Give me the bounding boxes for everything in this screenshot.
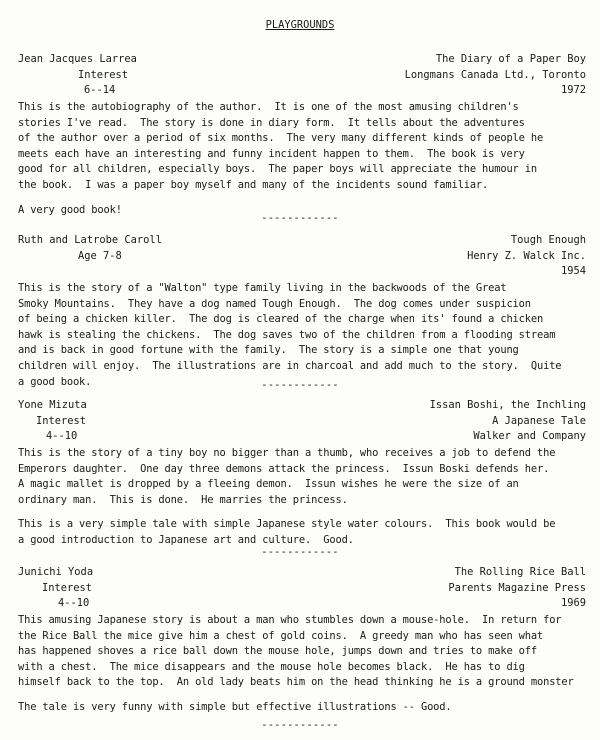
paragraph-line: the book. I was a paper boy myself and many of the incidents sound familiar. — [18, 178, 489, 191]
publisher: Parents Magazine Press — [448, 581, 586, 594]
paragraph-line: This is the story of a "Walton" type family living in the backwoods of the Great — [18, 282, 507, 294]
review-author-block — [18, 565, 278, 612]
review-author-block — [18, 233, 278, 264]
review-paragraph — [18, 100, 586, 194]
interest-label: Interest — [36, 414, 87, 427]
review-author-block — [18, 52, 278, 99]
publisher: Longmans Canada Ltd., Toronto — [404, 68, 586, 81]
review-book-block — [286, 398, 586, 445]
age-range: 4--10 — [58, 597, 90, 610]
book-title: Tough Enough — [510, 234, 586, 246]
section-divider: ------------ — [261, 212, 339, 224]
section-divider: ------------ — [261, 719, 339, 731]
interest-label: Interest — [42, 581, 93, 594]
book-title: The Rolling Rice Ball — [454, 566, 586, 578]
book-title: Issan Boshi, the Inchling — [429, 399, 586, 411]
age-range: 4--10 — [46, 430, 78, 443]
review-mizuta — [18, 398, 586, 549]
paragraph-line: with a chest. The mice disappears and the mouse hole becomes black. He has to dig — [18, 660, 525, 673]
author-name: Junichi Yoda — [18, 566, 94, 578]
review-header — [18, 233, 586, 281]
paragraph-line: children will enjoy. The illustrations are in charcoal and add much to the story. Quite — [18, 359, 562, 372]
interest-label: Interest — [78, 68, 129, 81]
paragraph-line: a good book. — [18, 375, 92, 388]
review-book-block — [286, 52, 586, 99]
paragraph-line: has happened shoves a rice ball down the mouse hole, jumps down and tries to make off — [18, 645, 537, 658]
paragraph-line: A magic mallet is dropped by a fleeing demon. Issun wishes he were the size of an — [18, 478, 519, 491]
paragraph-line: ordinary man. This is done. He marries the princess. — [18, 493, 348, 506]
book-subtitle: A Japanese Tale — [492, 414, 586, 427]
paragraph-line: This is the autobiography of the author. It is one of the most amusing children's — [18, 101, 519, 113]
paragraph-line: Smoky Mountains. They have a dog named Tough Enough. The dog comes under suspicion — [18, 297, 531, 310]
paragraph-line: himself back to the top. An old lady beats him on the head thinking he is a ground monster — [18, 676, 574, 689]
publication-year: 1969 — [560, 597, 586, 610]
publisher: Henry Z. Walck Inc. — [467, 249, 586, 262]
paragraph-line: good for all children, especially boys. The paper boys will appreciate the humour in — [18, 163, 537, 176]
paragraph-line: Emperors daughter. One day three demons attack the princess. Issun Boski defends her. — [18, 462, 550, 475]
publication-year: 1972 — [560, 84, 586, 97]
paragraph-line: meets each have an interesting and funny incident happen to them. The book is very — [18, 147, 525, 160]
paragraph-line: of the author over a period of six months. The very many different kinds of people he — [18, 132, 544, 145]
review-book-block — [286, 565, 586, 612]
paragraph-line: a good introduction to Japanese art and culture. Good. — [18, 533, 354, 546]
review-paragraph — [18, 517, 586, 548]
paragraph-line: The tale is very funny with simple but effective illustrations -- Good. — [18, 700, 452, 713]
paragraph-line: A very good book! — [18, 203, 122, 216]
review-book-block — [286, 233, 586, 280]
paragraph-line: hawk is stealing the chickens. The dog saves two of the children from a flooding stream — [18, 328, 556, 341]
review-header — [18, 398, 586, 446]
paragraph-line: This is a very simple tale with simple Japanese style water colours. This book would be — [18, 518, 556, 531]
paragraph-line: the Rice Ball the mice give him a chest of gold coins. A greedy man who has seen what — [18, 629, 544, 642]
page-title: PLAYGROUNDS — [265, 19, 335, 31]
section-divider: ------------ — [261, 379, 339, 391]
publication-year: 1954 — [560, 265, 586, 278]
author-name: Ruth and Latrobe Caroll — [18, 234, 162, 246]
age-range: Age 7-8 — [78, 249, 122, 262]
paragraph-line: This is the story of a tiny boy no bigger than a thumb, who receives a job to defend the — [18, 447, 556, 459]
paragraph-line: of being a chicken killer. The dog is cleared of the charge when its' found a chicken — [18, 313, 544, 326]
paragraph-line: This amusing Japanese story is about a man who stumbles down a mouse-hole. In return for — [18, 614, 562, 626]
section-divider: ------------ — [261, 546, 339, 558]
review-header — [18, 565, 586, 613]
book-title: The Diary of a Paper Boy — [435, 53, 586, 65]
paragraph-line: stories I've read. The story is done in diary form. It tells about the adventures — [18, 116, 525, 129]
paragraph-line: and is back in good fortune with the family. The story is a simple one that young — [18, 344, 519, 357]
review-paragraph — [18, 613, 586, 691]
publisher: Walker and Company — [473, 430, 586, 443]
review-paragraph — [18, 281, 586, 390]
review-author-block — [18, 398, 278, 445]
review-paragraph — [18, 700, 586, 716]
review-larrea — [18, 52, 586, 218]
review-yoda — [18, 565, 586, 716]
age-range: 6--14 — [84, 84, 116, 97]
author-name: Jean Jacques Larrea — [18, 53, 137, 65]
review-header — [18, 52, 586, 100]
review-caroll — [18, 233, 586, 390]
author-name: Yone Mizuta — [18, 399, 87, 411]
review-paragraph — [18, 446, 586, 508]
